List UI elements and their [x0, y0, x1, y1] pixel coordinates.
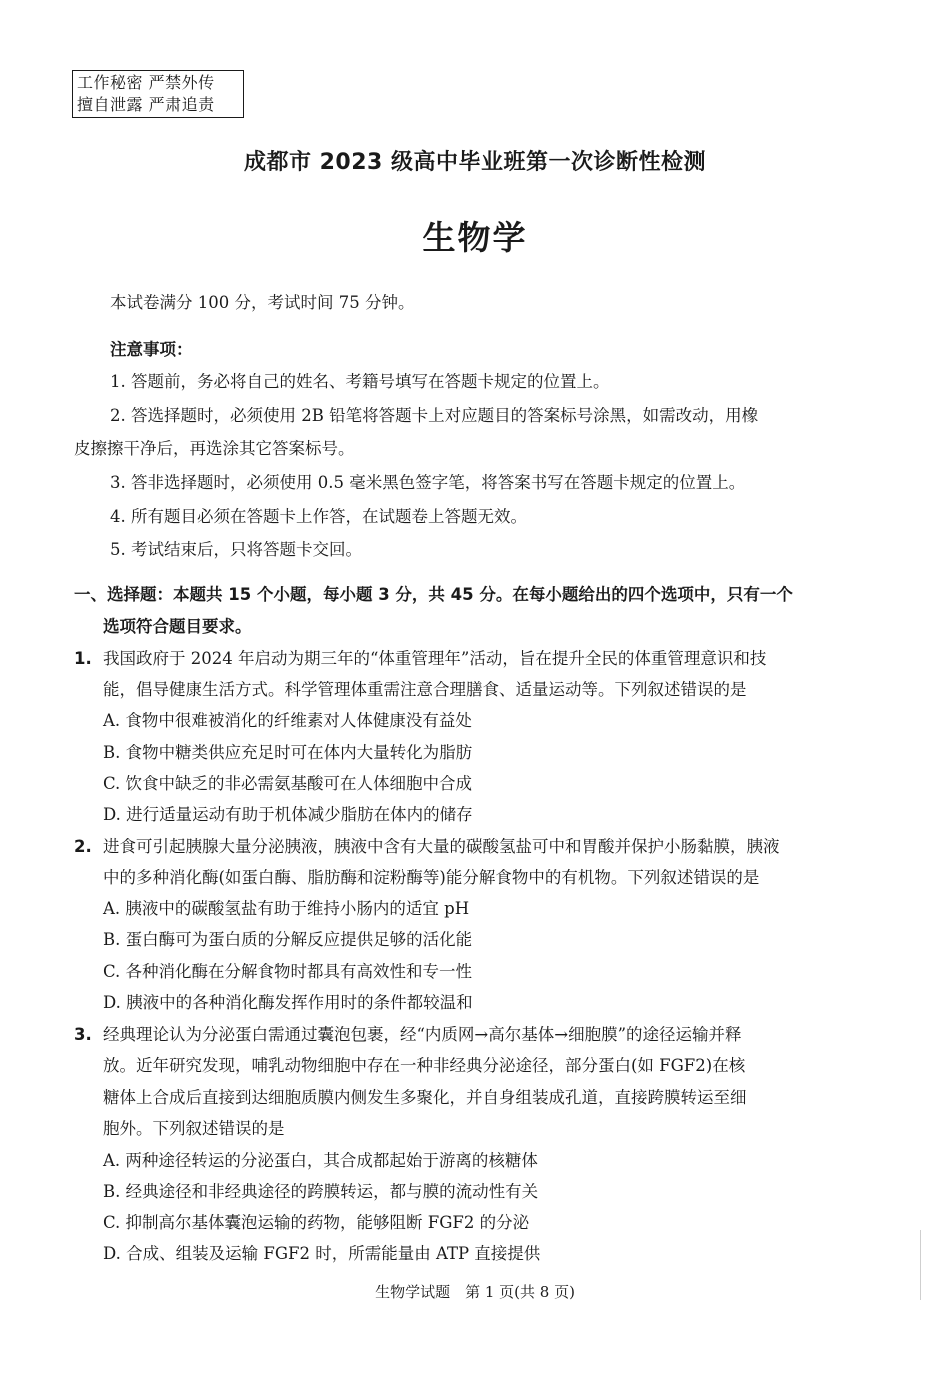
confidential-stamp: [72, 70, 244, 118]
question-2-option-c: C. 各种消化酶在分解食物时都具有高效性和专一性: [103, 962, 473, 981]
question-3-stem-line-1: 经典理论认为分泌蛋白需通过囊泡包裹，经“内质网→高尔基体→细胞膜”的途径运输并释: [103, 1025, 742, 1044]
stamp-line-2: 擅自泄露 严肃追责: [77, 95, 215, 114]
section-heading-line-2: 选项符合题目要求。: [103, 617, 252, 636]
question-number-3: 3.: [74, 1025, 92, 1044]
question-3-option-d: D. 合成、组装及运输 FGF2 时，所需能量由 ATP 直接提供: [103, 1244, 541, 1263]
question-1-option-a: A. 食物中很难被消化的纤维素对人体健康没有益处: [103, 711, 472, 730]
question-3-option-c: C. 抑制高尔基体囊泡运输的药物，能够阻断 FGF2 的分泌: [103, 1213, 530, 1232]
exam-title: 成都市 2023 级高中毕业班第一次诊断性检测: [243, 150, 707, 175]
question-3-stem-line-3: 糖体上合成后直接到达细胞质膜内侧发生多聚化，并自身组装成孔道，直接跨膜转运至细: [103, 1088, 747, 1107]
subject-title: 生物学: [422, 218, 528, 257]
notice-item-2-cont: 皮擦擦干净后，再选涂其它答案标号。: [74, 439, 355, 458]
notice-item-2: 2. 答选择题时，必须使用 2B 铅笔将答题卡上对应题目的答案标号涂黑，如需改动，用橡: [110, 406, 759, 425]
question-2-option-b: B. 蛋白酶可为蛋白质的分解反应提供足够的活化能: [103, 930, 473, 949]
question-2-option-a: A. 胰液中的碳酸氢盐有助于维持小肠内的适宜 pH: [103, 899, 470, 918]
question-1-stem-line-2: 能，倡导健康生活方式。科学管理体重需注意合理膳食、适量运动等。下列叙述错误的是: [103, 680, 747, 699]
question-1-option-b: B. 食物中糖类供应充足时可在体内大量转化为脂肪: [103, 743, 473, 762]
section-heading-line-1: 一、选择题：本题共 15 个小题，每小题 3 分，共 45 分。在每小题给出的四个选项中，只有一个: [74, 585, 793, 604]
intro-text: 本试卷满分 100 分，考试时间 75 分钟。: [110, 293, 415, 312]
question-1-stem-line-1: 我国政府于 2024 年启动为期三年的“体重管理年”活动，旨在提升全民的体重管理意识和技: [103, 649, 767, 668]
page-footer: 生物学试题 第 1 页(共 8 页): [375, 1283, 575, 1301]
notice-item-5: 5. 考试结束后，只将答题卡交回。: [110, 540, 362, 559]
notice-heading: 注意事项：: [110, 340, 193, 359]
notice-item-3: 3. 答非选择题时，必须使用 0.5 毫米黑色签字笔，将答案书写在答题卡规定的位置上。: [110, 473, 746, 492]
question-1-option-c: C. 饮食中缺乏的非必需氨基酸可在人体细胞中合成: [103, 774, 473, 793]
notice-item-4: 4. 所有题目必须在答题卡上作答，在试题卷上答题无效。: [110, 507, 527, 526]
stamp-line-1: 工作秘密 严禁外传: [77, 73, 215, 92]
question-2-stem-line-1: 进食可引起胰腺大量分泌胰液，胰液中含有大量的碳酸氢盐可中和胃酸并保护小肠黏膜，胰液: [103, 837, 780, 856]
notice-item-1: 1. 答题前，务必将自己的姓名、考籍号填写在答题卡规定的位置上。: [110, 372, 610, 391]
scan-edge-mark: [920, 1230, 921, 1300]
question-2-option-d: D. 胰液中的各种消化酶发挥作用时的条件都较温和: [103, 993, 473, 1012]
question-3-option-a: A. 两种途径转运的分泌蛋白，其合成都起始于游离的核糖体: [103, 1151, 538, 1170]
question-number-2: 2.: [74, 837, 92, 856]
question-number-1: 1.: [74, 649, 92, 668]
question-3-stem-line-2: 放。近年研究发现，哺乳动物细胞中存在一种非经典分泌途径，部分蛋白(如 FGF2)在核: [103, 1056, 746, 1075]
question-3-option-b: B. 经典途径和非经典途径的跨膜转运，都与膜的流动性有关: [103, 1182, 539, 1201]
question-3-stem-line-4: 胞外。下列叙述错误的是: [103, 1119, 285, 1138]
question-1-option-d: D. 进行适量运动有助于机体减少脂肪在体内的储存: [103, 805, 473, 824]
question-2-stem-line-2: 中的多种消化酶(如蛋白酶、脂肪酶和淀粉酶等)能分解食物中的有机物。下列叙述错误的是: [103, 868, 760, 887]
